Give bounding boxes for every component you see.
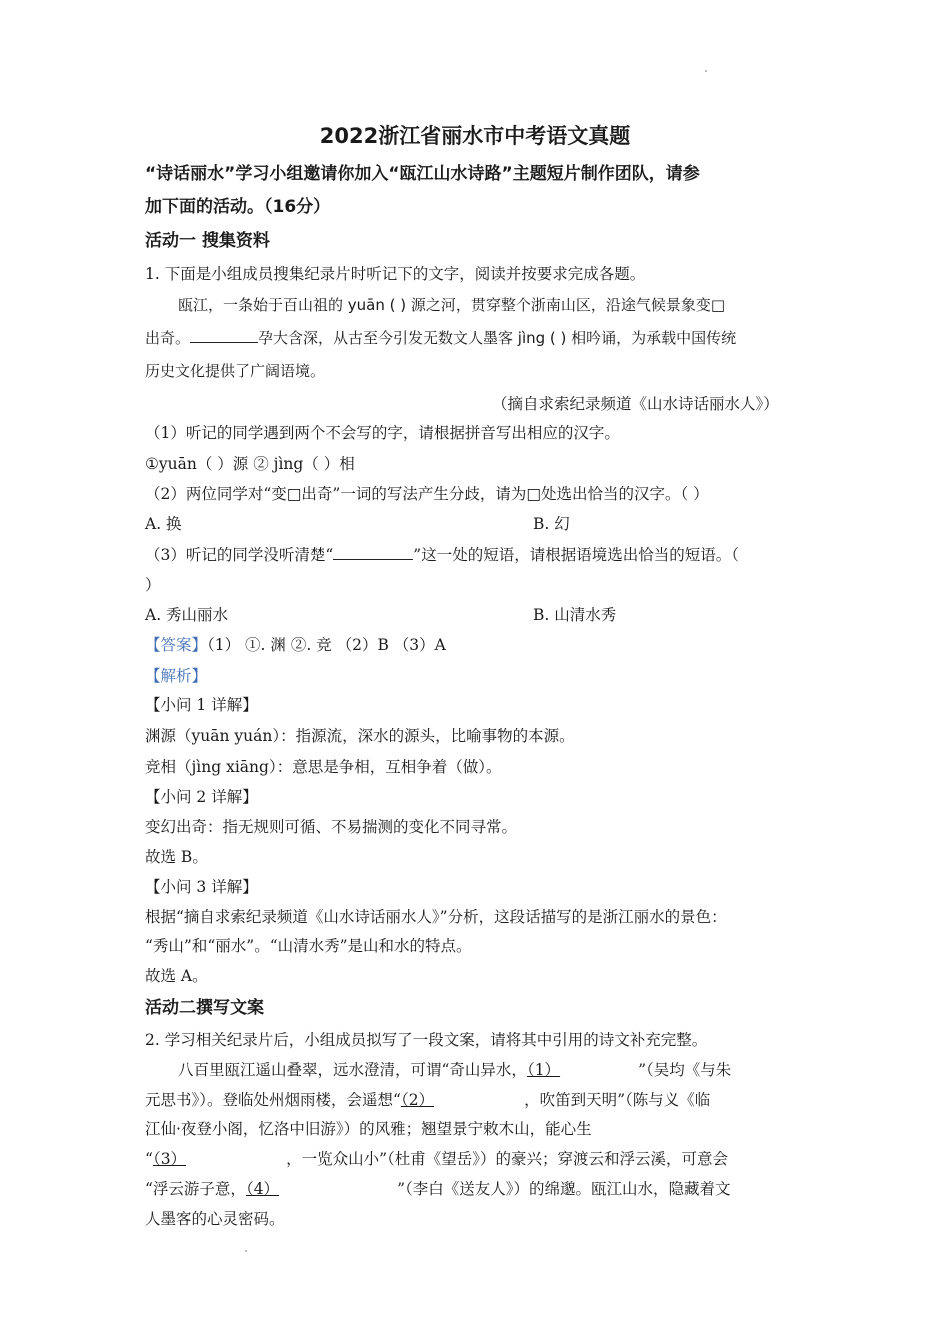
- detail-text: 变幻出奇：指无规则可循、不易揣测的变化不同寻常。: [145, 818, 518, 836]
- corner-mark: [245, 1250, 247, 1252]
- fill-blank-4[interactable]: [246, 1180, 397, 1198]
- passage-source: （摘自求索纪录频道《山水诗话丽水人》）: [492, 395, 779, 413]
- answer-line: [145, 635, 446, 655]
- copy-line: [145, 1090, 710, 1110]
- detail-text: “秀山”和“丽水”。“山清水秀”是山和水的特点。: [145, 937, 472, 955]
- copy-line: [145, 1149, 728, 1169]
- analysis-label: 【解析】: [145, 667, 208, 685]
- copy-line: [178, 1060, 731, 1080]
- passage-line: [145, 328, 736, 348]
- copy-text: ”（吴均《与朱: [638, 1061, 732, 1079]
- copy-text: 八百里瓯江遥山叠翠，远水澄清，可谓“奇山异水，: [178, 1061, 527, 1079]
- answer-text: （1） ①. 渊 ②. 竞 （2）B （3）A: [207, 636, 446, 654]
- fill-blank-1[interactable]: [527, 1061, 638, 1079]
- copy-text: ”（李白《送友人》）的绵邈。瓯江山水，隐藏着文: [397, 1180, 731, 1198]
- blank-line: [190, 328, 258, 343]
- subquestion-3-text: （3）听记的同学没听清楚“: [145, 546, 334, 564]
- question2-stem: 2. 学习相关纪录片后，小组成员拟写了一段文案，请将其中引用的诗文补充完整。: [145, 1031, 708, 1049]
- subquestion-1-options: ①yuān（ ）源 ② jìng（ ）相: [145, 455, 355, 473]
- copy-line: [145, 1179, 731, 1199]
- subquestion-1: （1）听记的同学遇到两个不会写的字，请根据拼音写出相应的汉字。: [145, 424, 620, 442]
- option-a: A. 秀山丽水: [145, 606, 229, 624]
- subquestion-3-cont: ）: [145, 576, 161, 594]
- detail-text: 故选 A。: [145, 967, 208, 985]
- blank-number: （1）: [526, 1061, 561, 1079]
- detail-text: 故选 B。: [145, 848, 208, 866]
- detail-heading: 【小问 1 详解】: [145, 696, 258, 714]
- passage-text: 瓯江，一条始于百山祖的 yuān ( ) 源之河，贯穿整个浙南山区，沿途气候景象变: [178, 296, 711, 314]
- copy-text: “: [145, 1150, 153, 1168]
- copy-text: 元思书》）。登临处州烟雨楼，会遥想“: [145, 1091, 401, 1109]
- intro-line: 加下面的活动。（16分）: [145, 197, 331, 217]
- page-title: 2022浙江省丽水市中考语文真题: [319, 124, 631, 148]
- detail-text: 竞相（jìng xiāng）：意思是争相，互相争着（做）。: [145, 758, 502, 776]
- fill-blank-3[interactable]: [153, 1150, 286, 1168]
- copy-text: ，吹笛到天明”（陈与义《临: [524, 1091, 711, 1109]
- copy-line: 人墨客的心灵密码。: [145, 1210, 285, 1228]
- passage-line: 历史文化提供了广阔语境。: [145, 362, 326, 380]
- intro-line: “诗话丽水”学习小组邀请你加入“瓯江山水诗路”主题短片制作团队，请参: [145, 164, 700, 184]
- corner-mark: [705, 70, 707, 72]
- box-char: □: [710, 296, 726, 314]
- option-b: B. 山清水秀: [533, 606, 617, 624]
- fill-blank-2[interactable]: [401, 1091, 524, 1109]
- passage-line: [178, 295, 725, 315]
- detail-heading: 【小问 2 详解】: [145, 788, 258, 806]
- blank-number: （4）: [245, 1180, 280, 1198]
- activity1-heading: 活动一 搜集资料: [145, 231, 270, 251]
- copy-line: 江仙·夜登小阁，忆洛中旧游》）的风雅；翘望景宁敕木山，能心生: [145, 1120, 592, 1138]
- option-b: B. 幻: [533, 515, 570, 533]
- answer-label: 【答案】: [145, 636, 208, 654]
- blank-line: [333, 545, 413, 560]
- subquestion-2: （2）两位同学对“变□出奇”一词的写法产生分歧，请为□处选出恰当的汉字。（ ）: [145, 485, 709, 503]
- option-a: A. 换: [145, 515, 182, 533]
- blank-number: （2）: [400, 1091, 435, 1109]
- blank-number: （3）: [152, 1150, 187, 1168]
- subquestion-3-text: ”这一处的短语，请根据语境选出恰当的短语。（: [413, 546, 739, 564]
- detail-text: 根据“摘自求索纪录频道《山水诗话丽水人》”分析，这段话描写的是浙江丽水的景色：: [145, 908, 727, 926]
- question1-stem: 1. 下面是小组成员搜集纪录片时听记下的文字，阅读并按要求完成各题。: [145, 265, 646, 283]
- subquestion-3: [145, 545, 739, 565]
- activity2-heading: 活动二撰写文案: [145, 998, 264, 1018]
- passage-text: 出奇。: [145, 329, 191, 347]
- detail-heading: 【小问 3 详解】: [145, 878, 258, 896]
- copy-text: “浮云游子意，: [145, 1180, 246, 1198]
- copy-text: ，一览众山小”（杜甫《望岳》）的豪兴；穿渡云和浮云溪，可意会: [286, 1150, 728, 1168]
- passage-text: 孕大含深，从古至今引发无数文人墨客 jìng ( ) 相吟诵，为承载中国传统: [258, 329, 737, 347]
- detail-text: 渊源（yuān yuán）：指源流，深水的源头，比喻事物的本源。: [145, 727, 575, 745]
